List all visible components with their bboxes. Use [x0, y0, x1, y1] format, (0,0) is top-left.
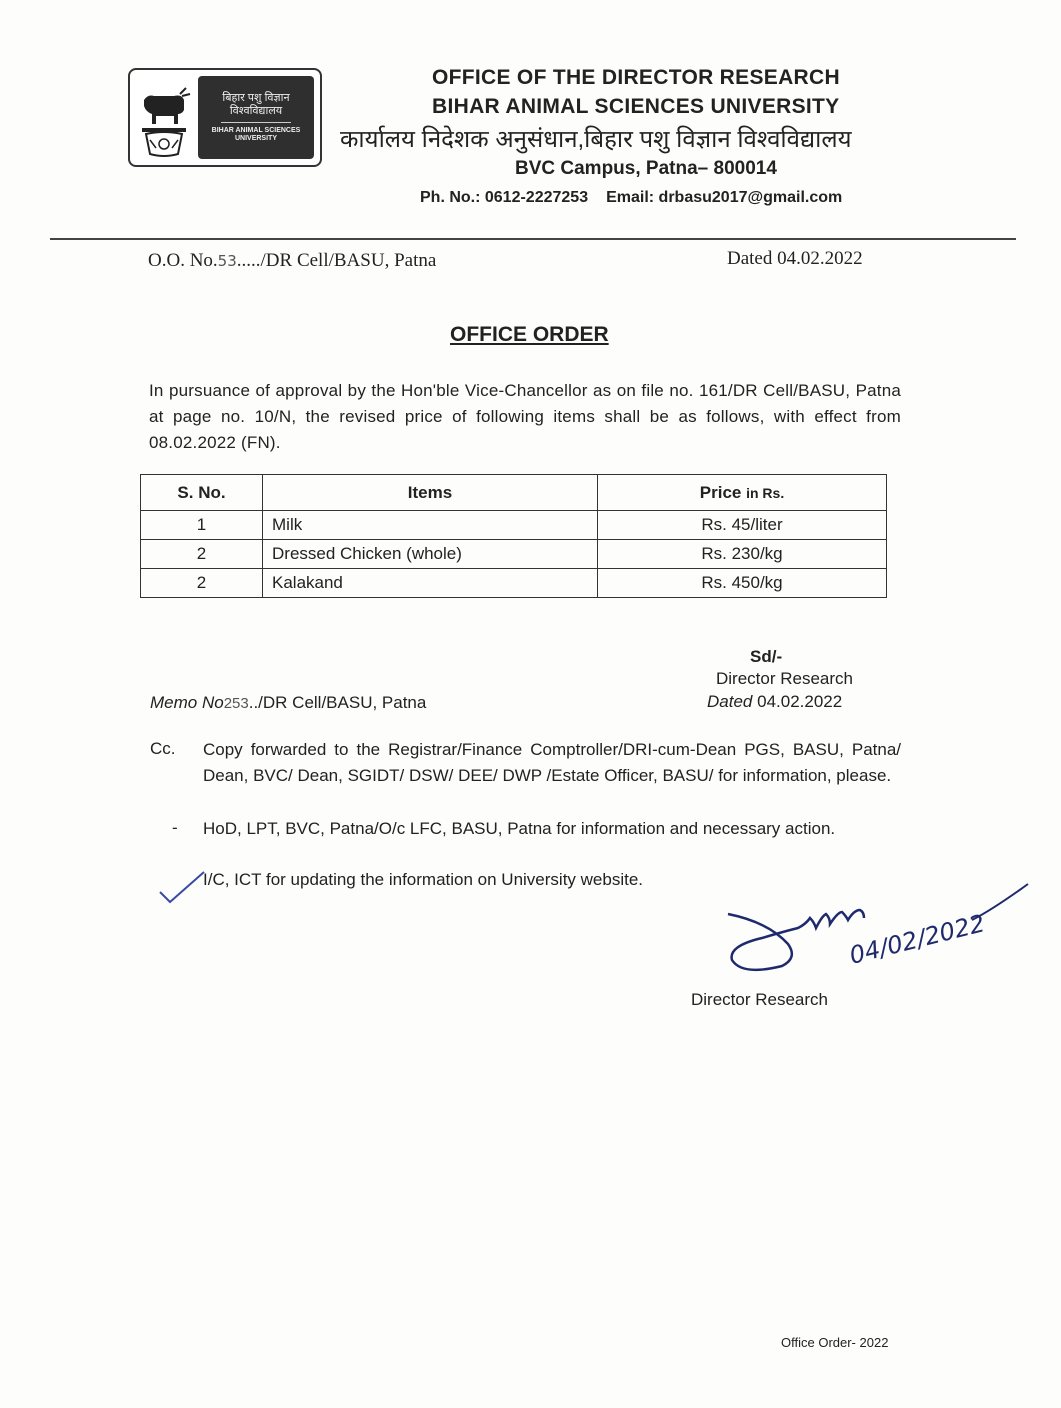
row-sno: 2 [141, 540, 263, 569]
order-number-rest: ...../DR Cell/BASU, Patna [236, 250, 437, 271]
header-items: Items [263, 475, 598, 511]
memo-prefix: Memo No [150, 693, 224, 712]
header-divider [50, 238, 1016, 240]
signed-marker: Sd/- [750, 647, 783, 666]
price-table [140, 474, 887, 598]
header-price [598, 475, 887, 511]
header-price-unit: in Rs. [746, 484, 785, 501]
signoff-date [707, 692, 842, 712]
signature-date: 04/02/2022 [846, 909, 988, 970]
cc-item-1: Copy forwarded to the Registrar/Finance Comptroller/DRI-cum-Dean PGS, BASU, Patna/ Dean, BVC/ Dean, SGIDT/ DSW/ DEE/ DWP /Estate Officer, BASU/ for information, please. [203, 740, 901, 785]
header-office-title: OFFICE OF THE DIRECTOR RESEARCH [432, 66, 840, 89]
logo-divider [221, 122, 291, 123]
header-sno: S. No. [141, 475, 263, 511]
signoff-designation: Director Research [716, 669, 853, 688]
logo-text-panel [198, 76, 314, 159]
cc-item-3: I/C, ICT for updating the information on University website. [203, 870, 643, 889]
cc-label: Cc. [150, 739, 176, 758]
row-price: Rs. 230/kg [598, 540, 887, 569]
footer-text: Office Order- 2022 [781, 1335, 889, 1350]
checkmark-icon [158, 870, 208, 911]
signature-label: Director Research [691, 990, 828, 1009]
header-price-label: Price [699, 482, 742, 502]
table-row [141, 511, 887, 540]
logo-english-line1: BIHAR ANIMAL SCIENCES [211, 127, 301, 134]
header-email: Email: drbasu2017@gmail.com [606, 189, 843, 206]
table-header-row [141, 475, 887, 511]
order-number-prefix: O.O. No. [148, 250, 218, 271]
row-item: Dressed Chicken (whole) [263, 540, 598, 569]
order-number [148, 250, 436, 272]
row-sno: 1 [141, 511, 263, 540]
row-sno: 2 [141, 569, 263, 598]
university-logo [128, 68, 322, 167]
logo-hindi-line1: बिहार पशु विज्ञान [222, 92, 290, 104]
memo-number-handwritten: 253 [223, 695, 249, 712]
order-paragraph: In pursuance of approval by the Hon'ble Vice-Chancellor as on file no. 161/DR Cell/BASU, Patna at page no. 10/N, the revised price of following items shall be as follows, with effect from 08.02.2022 (FN). [149, 381, 901, 452]
row-item: Kalakand [263, 569, 598, 598]
row-price: Rs. 45/liter [598, 511, 887, 540]
row-item: Milk [263, 511, 598, 540]
cow-emblem-icon [130, 70, 198, 165]
signoff-date-value: 04.02.2022 [757, 692, 843, 711]
order-date: Dated 04.02.2022 [727, 248, 863, 269]
header-contact [420, 189, 860, 207]
logo-english-line2: UNIVERSITY [234, 135, 277, 142]
page-title: OFFICE ORDER [450, 323, 609, 346]
cc-item-2: HoD, LPT, BVC, Patna/O/c LFC, BASU, Patna for information and necessary action. [203, 819, 836, 838]
header-phone: Ph. No.: 0612-2227253 [420, 189, 589, 206]
header-campus: BVC Campus, Patna– 800014 [515, 158, 777, 179]
row-price: Rs. 450/kg [598, 569, 887, 598]
cc-dash: - [172, 818, 178, 837]
handwritten-signature [722, 872, 1032, 992]
memo-number [150, 693, 426, 713]
signoff-date-label: Dated [707, 692, 753, 711]
logo-hindi-line2: विश्वविद्यालय [229, 105, 283, 117]
memo-rest: ../DR Cell/BASU, Patna [248, 693, 427, 712]
header-hindi-title: कार्यालय निदेशक अनुसंधान,बिहार पशु विज्ञान विश्वविद्यालय [340, 126, 852, 153]
order-number-handwritten: 53 [217, 252, 237, 270]
table-row [141, 540, 887, 569]
header-university-name: BIHAR ANIMAL SCIENCES UNIVERSITY [432, 95, 840, 118]
table-row [141, 569, 887, 598]
